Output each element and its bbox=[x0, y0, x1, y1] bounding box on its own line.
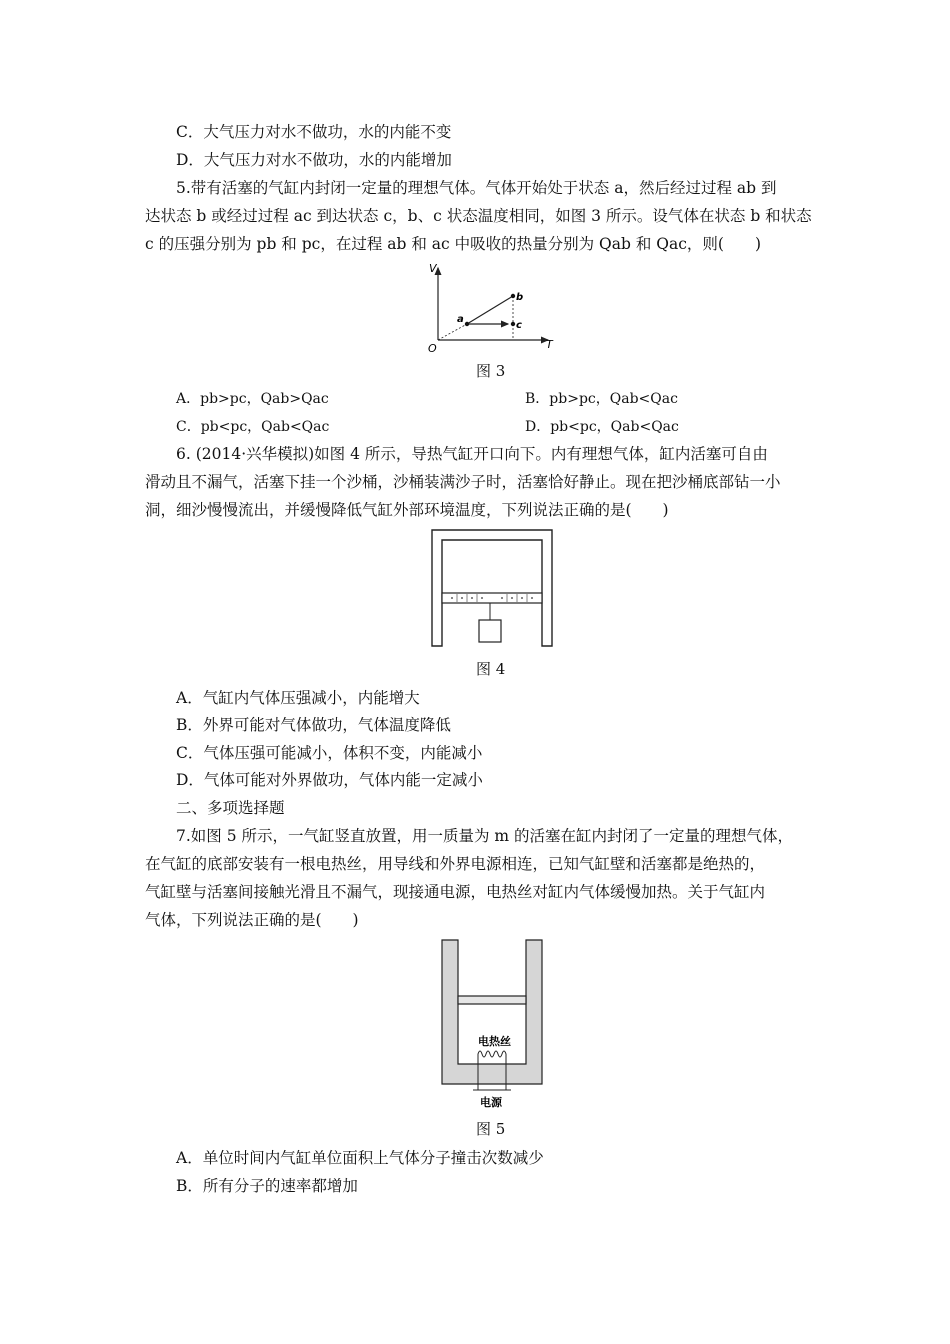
point-a bbox=[465, 322, 469, 326]
q5-option-d: D．pb<pc，Qab<Qac bbox=[525, 419, 679, 435]
piston bbox=[458, 996, 526, 1004]
power-source-label: 电源 bbox=[480, 1096, 502, 1109]
q6-stem-line-3: 洞，细沙慢慢流出，并缓慢降低气缸外部环境温度，下列说法正确的是( ) bbox=[145, 501, 669, 519]
q7-stem-line-1: 7.如图 5 所示，一气缸竖直放置，用一质量为 m 的活塞在缸内封闭了一定量的理想气体， bbox=[176, 827, 794, 845]
q7-option-b: B．所有分子的速率都增加 bbox=[176, 1177, 358, 1195]
q7-stem-line-4: 气体，下列说法正确的是( ) bbox=[145, 911, 359, 929]
q4-option-c: C．大气压力对水不做功，水的内能不变 bbox=[176, 123, 452, 141]
q6-stem-line-1: 6. (2014·兴华模拟)如图 4 所示，导热气缸开口向下。内有理想气体，缸内活塞可自由 bbox=[176, 445, 768, 463]
q5-stem-line-2: 达状态 b 或经过过程 ac 到达状态 c，b、c 状态温度相同，如图 3 所示。设气体在状态 b 和状态 bbox=[145, 207, 812, 225]
q7-stem-line-2: 在气缸的底部安装有一根电热丝，用导线和外界电源相连，已知气缸壁和活塞都是绝热的， bbox=[145, 855, 766, 873]
figure-3-vt-graph bbox=[420, 258, 570, 358]
section-title: 二、多项选择题 bbox=[176, 799, 285, 817]
axis-v-label: V bbox=[429, 262, 437, 275]
q5-option-a: A．pb>pc，Qab>Qac bbox=[176, 391, 329, 407]
figure-5-caption: 图 5 bbox=[476, 1120, 506, 1138]
q6-option-a: A．气缸内气体压强减小，内能增大 bbox=[176, 689, 420, 707]
axis-t-label: T bbox=[546, 338, 553, 351]
q6-option-b: B．外界可能对气体做功，气体温度降低 bbox=[176, 716, 451, 734]
heater-label: 电热丝 bbox=[478, 1035, 511, 1048]
q5-stem-line-1: 5.带有活塞的气缸内封闭一定量的理想气体。气体开始处于状态 a，然后经过过程 ab 到 bbox=[176, 179, 777, 197]
q5-stem-line-3: c 的压强分别为 pb 和 pc，在过程 ab 和 ac 中吸收的热量分别为 Qab 和 Qac，则( ) bbox=[145, 235, 762, 253]
point-c-label: c bbox=[516, 320, 522, 331]
q6-option-c: C．气体压强可能减小，体积不变，内能减小 bbox=[176, 744, 483, 762]
point-c bbox=[511, 322, 515, 326]
origin-label: O bbox=[428, 342, 437, 355]
q7-option-a: A．单位时间内气缸单位面积上气体分子撞击次数减少 bbox=[176, 1149, 544, 1167]
figure-5-cylinder-heater bbox=[440, 938, 544, 1118]
q6-stem-line-2: 滑动且不漏气，活塞下挂一个沙桶，沙桶装满沙子时，活塞恰好静止。现在把沙桶底部钻一小 bbox=[145, 473, 781, 491]
figure-4-caption: 图 4 bbox=[476, 660, 506, 678]
figure-3-caption: 图 3 bbox=[476, 362, 506, 380]
figure-4-inverted-cylinder bbox=[430, 528, 554, 648]
point-b-label: b bbox=[516, 292, 524, 303]
q7-stem-line-3: 气缸壁与活塞间接触光滑且不漏气，现接通电源，电热丝对缸内气体缓慢加热。关于气缸内 bbox=[145, 883, 766, 901]
point-a-label: a bbox=[457, 314, 464, 325]
heater-coil bbox=[478, 1051, 506, 1064]
q4-option-d: D．大气压力对水不做功，水的内能增加 bbox=[176, 151, 452, 169]
q6-option-d: D．气体可能对外界做功，气体内能一定减小 bbox=[176, 771, 483, 789]
sand-bucket bbox=[479, 620, 501, 642]
q5-option-b: B．pb>pc，Qab<Qac bbox=[525, 391, 678, 407]
q5-option-c: C．pb<pc，Qab<Qac bbox=[176, 419, 330, 435]
point-b bbox=[511, 294, 515, 298]
